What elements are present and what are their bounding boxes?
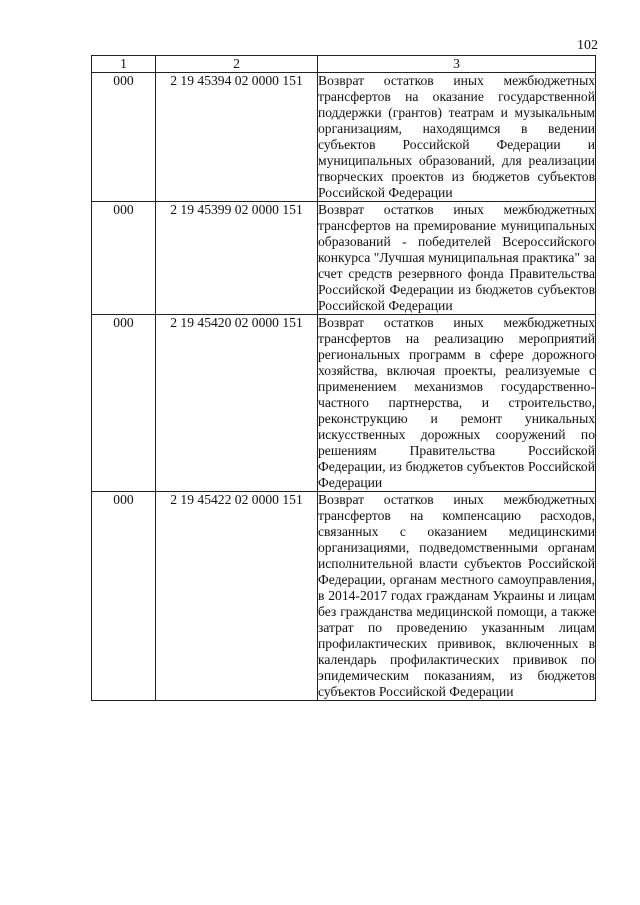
administrator-code-cell: 000 [92,73,156,202]
revenue-name-cell: Возврат остатков иных межбюджетных трансфертов на реализацию мероприятий региональных программ в сфере дорожного хозяйства, включая проекты, реализуемые с применением механизмов государственно-частного партнерства, и строительство, реконструкцию и ремонт уникальных искусственных дорожных сооружений по решениям Правительства Российской Федерации, из бюджетов субъектов Российской Федерации [318,315,595,490]
table-row [92,73,596,202]
column-number-2: 2 [156,56,318,73]
revenue-name-cell: Возврат остатков иных межбюджетных трансфертов на компенсацию расходов, связанных с оказанием медицинскими организациями, подведомственными органам исполнительной власти субъектов Российской Федерации, органам местного самоуправления, в 2014-2017 годах гражданам Украины и лицам без гражданства медицинской помощи, а также затрат по проведению указанным лицам профилактических прививок, включенных в календарь профилактических прививок по эпидемическим показаниям, из бюджетов субъектов Российской Федерации [318,492,595,699]
administrator-code-cell: 000 [92,492,156,701]
budget-code-cell: 2 19 45420 02 0000 151 [156,315,318,492]
revenue-name-cell: Возврат остатков иных межбюджетных трансфертов на премирование муниципальных образований - победителей Всероссийского конкурса "Лучшая муниципальная практика" за счет средств резервного фонда Правительства Российской Федерации из бюджетов субъектов Российской Федерации [318,202,595,313]
page-number: 102 [577,38,598,53]
table-header-row [92,56,596,73]
table-row [92,315,596,492]
administrator-code-cell: 000 [92,315,156,492]
column-number-1: 1 [92,56,156,73]
table-row [92,202,596,315]
budget-code-cell: 2 19 45399 02 0000 151 [156,202,318,315]
budget-code-cell: 2 19 45394 02 0000 151 [156,73,318,202]
budget-classification-table [91,55,596,701]
administrator-code-cell: 000 [92,202,156,315]
budget-code-cell: 2 19 45422 02 0000 151 [156,492,318,701]
revenue-name-cell: Возврат остатков иных межбюджетных трансфертов на оказание государственной поддержки (грантов) театрам и музыкальным организациям, находящимся в ведении субъектов Российской Федерации и муниципальных образований, для реализации творческих проектов из бюджетов субъектов Российской Федерации [318,73,595,200]
table-row [92,492,596,701]
column-number-3: 3 [318,56,596,73]
